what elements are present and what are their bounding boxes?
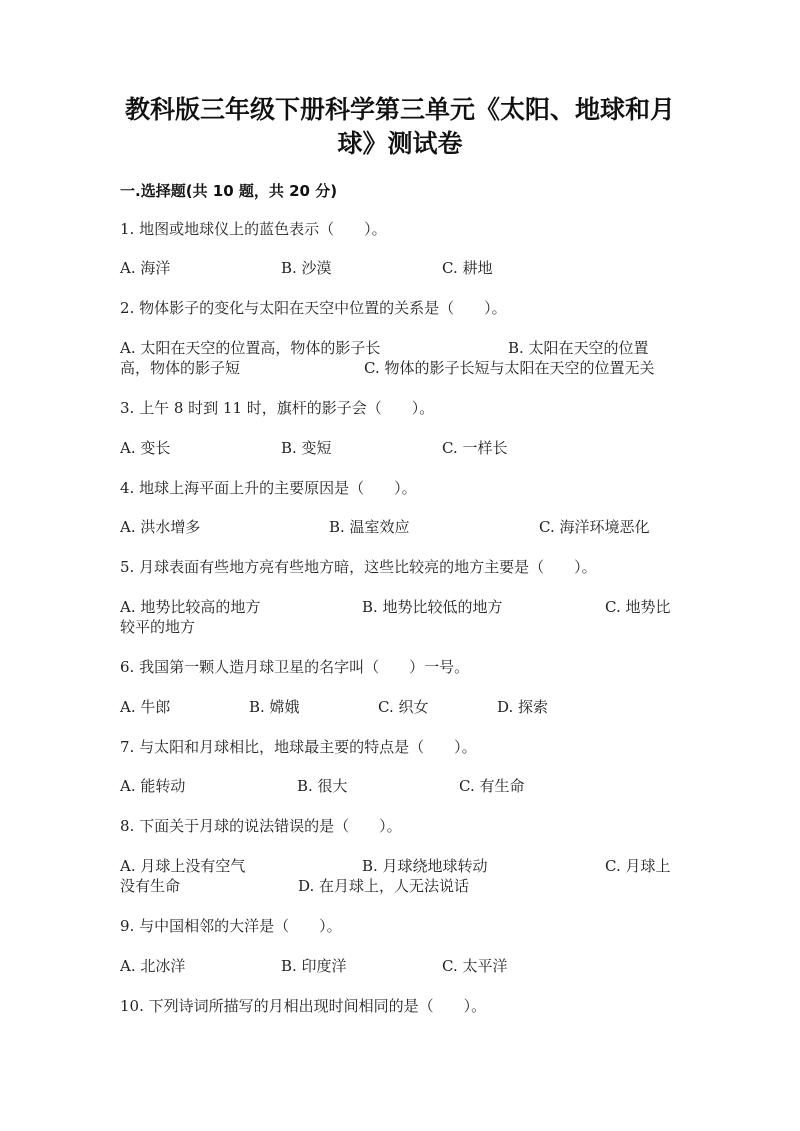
question-8-option-a: A. 月球上没有空气 xyxy=(120,857,246,875)
question-2-option-a: A. 太阳在天空的位置高，物体的影子长 xyxy=(120,339,381,357)
page-title xyxy=(120,93,680,161)
question-6-option-a: A. 牛郎 xyxy=(120,698,171,716)
question-5-option-c: C. 地势比 xyxy=(605,598,671,616)
question-1: 1. 地图或地球仪上的蓝色表示（ ）。 xyxy=(120,220,387,238)
question-7: 7. 与太阳和月球相比，地球最主要的特点是（ ）。 xyxy=(120,738,477,756)
question-8-option-c: C. 月球上 xyxy=(605,857,671,875)
question-7-option-c: C. 有生命 xyxy=(459,777,525,795)
question-7-option-a: A. 能转动 xyxy=(120,777,186,795)
question-5: 5. 月球表面有些地方亮有些地方暗，这些比较亮的地方主要是（ ）。 xyxy=(120,558,597,576)
question-10: 10. 下列诗词所描写的月相出现时间相同的是（ ）。 xyxy=(120,997,487,1015)
question-2-option-b-cont: 高，物体的影子短 xyxy=(120,359,241,377)
question-8-option-b: B. 月球绕地球转动 xyxy=(362,857,488,875)
question-6: 6. 我国第一颗人造月球卫星的名字叫（ ）一号。 xyxy=(120,658,470,676)
question-3-option-b: B. 变短 xyxy=(281,439,332,457)
title-line-1: 教科版三年级下册科学第三单元《太阳、地球和月 xyxy=(124,95,675,124)
question-9-option-a: A. 北冰洋 xyxy=(120,957,186,975)
question-7-option-b: B. 很大 xyxy=(297,777,348,795)
question-8-option-c-cont: 没有生命 xyxy=(120,877,181,895)
question-1-option-a: A. 海洋 xyxy=(120,259,171,277)
question-6-option-d: D. 探索 xyxy=(497,698,549,716)
question-6-option-b: B. 嫦娥 xyxy=(249,698,300,716)
question-2-option-b: B. 太阳在天空的位置 xyxy=(508,339,649,357)
question-4-option-c: C. 海洋环境恶化 xyxy=(539,518,650,536)
question-5-option-a: A. 地势比较高的地方 xyxy=(120,598,261,616)
title-line-2: 球》测试卷 xyxy=(337,129,463,158)
question-5-option-c-cont: 较平的地方 xyxy=(120,618,196,636)
question-3-option-a: A. 变长 xyxy=(120,439,171,457)
question-1-option-b: B. 沙漠 xyxy=(281,259,332,277)
question-9-option-b: B. 印度洋 xyxy=(281,957,347,975)
question-8: 8. 下面关于月球的说法错误的是（ ）。 xyxy=(120,817,402,835)
question-9: 9. 与中国相邻的大洋是（ ）。 xyxy=(120,917,342,935)
question-5-option-b: B. 地势比较低的地方 xyxy=(362,598,503,616)
question-4-option-a: A. 洪水增多 xyxy=(120,518,201,536)
question-9-option-c: C. 太平洋 xyxy=(442,957,508,975)
question-1-option-c: C. 耕地 xyxy=(442,259,493,277)
question-4-option-b: B. 温室效应 xyxy=(329,518,410,536)
question-3-option-c: C. 一样长 xyxy=(442,439,508,457)
question-8-option-d: D. 在月球上，人无法说话 xyxy=(298,877,470,895)
question-6-option-c: C. 织女 xyxy=(378,698,429,716)
question-2-option-c: C. 物体的影子长短与太阳在天空的位置无关 xyxy=(364,359,655,377)
question-4: 4. 地球上海平面上升的主要原因是（ ）。 xyxy=(120,479,417,497)
question-3: 3. 上午 8 时到 11 时，旗杆的影子会（ ）。 xyxy=(120,399,435,417)
section-heading: 一.选择题(共 10 题，共 20 分) xyxy=(120,182,338,200)
question-2: 2. 物体影子的变化与太阳在天空中位置的关系是（ ）。 xyxy=(120,299,507,317)
